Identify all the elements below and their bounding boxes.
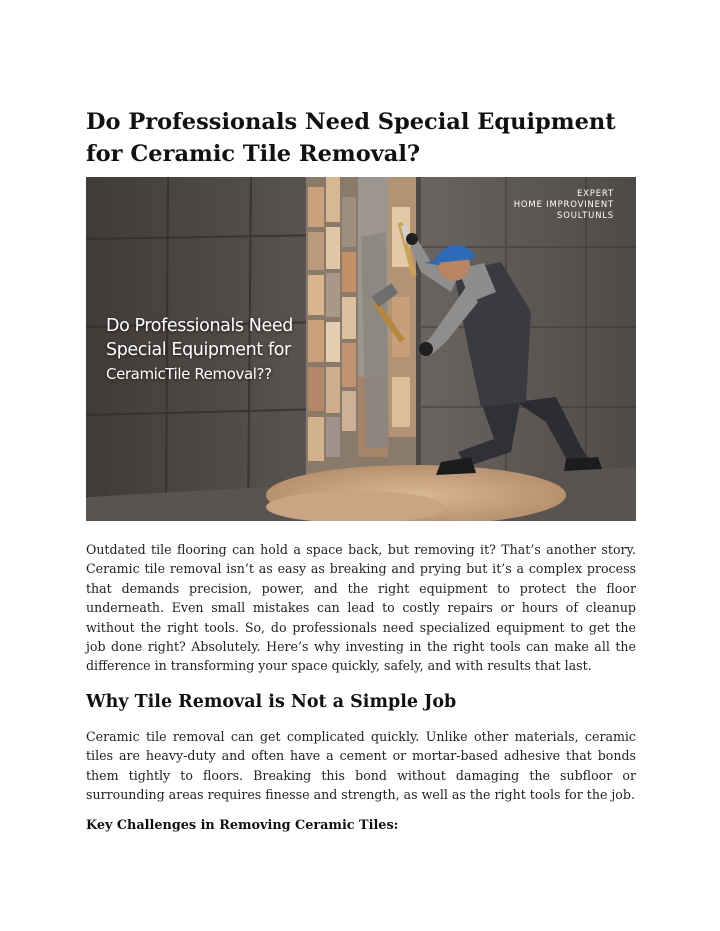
brand-line: EXPERT — [577, 189, 614, 199]
overlay-title-line: Special Equipment for — [106, 340, 291, 360]
section-paragraph: Ceramic tile removal can get complicated quickly. Unlike other materials, ceramic tiles are heavy-duty and often have a cement or mortar-based adhesive that bonds them tightly to floors. Breaking this bond without damaging the subfloor or surrounding areas requires finesse and strength, as well as the right tools for the job. — [86, 729, 636, 803]
intro-paragraph: Outdated tile flooring can hold a space back, but removing it? That’s another story. Ceramic tile removal isn’t as easy as breaking and prying but it’s a complex process that demands precision, power, and the right equipment to protect the floor underneath. Even small mistakes can lead to costly repairs or hours of cleanup without the right tools. So, do professionals need specialized equipment to get the job done right? Absolutely. Here’s why investing in the right tools can make all the difference in transforming your space quickly, safely, and with results that last. — [86, 542, 636, 674]
overlay-title-line: CeramicTile Removal?? — [106, 365, 272, 383]
hero-image — [86, 177, 636, 521]
subheading: Key Challenges in Removing Ceramic Tiles: — [86, 818, 399, 833]
brand-line: SOULTUNLS — [557, 211, 614, 221]
hero-overlay-title — [106, 314, 336, 386]
section-heading: Why Tile Removal is Not a Simple Job — [86, 692, 457, 712]
overlay-title-line: Do Professionals Need — [106, 316, 293, 336]
brand-line: HOME IMPROVINENT — [513, 200, 614, 210]
hero-brand-watermark — [494, 189, 614, 222]
article-title: Do Professionals Need Special Equipment for Ceramic Tile Removal? — [86, 109, 616, 167]
